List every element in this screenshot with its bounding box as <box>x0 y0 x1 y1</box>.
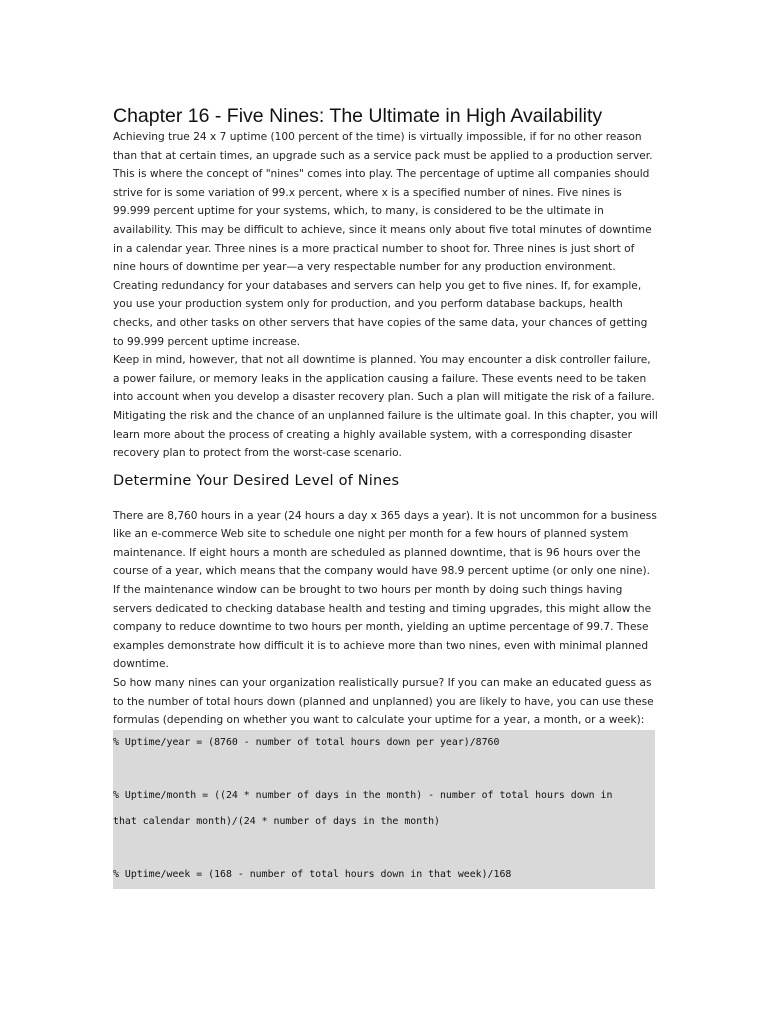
section-paragraph-2: So how many nines can your organization realistically pursue? If you can make an educated guess as to the number of total hours down (planned and unplanned) you are likely to have, you can use these formulas (depending on whether you want to calculate your uptime for a year, a month, or a week): <box>113 677 654 727</box>
section-paragraph-1: There are 8,760 hours in a year (24 hours a day x 365 days a year). It is not uncommon for a business like an e-commerce Web site to schedule one night per month for a few hours of planned system maintenance. If eight hours a month are scheduled as planned downtime, that is 96 hours over the course of a year, which means that the company would have 98.9 percent uptime (or only one nine). If the maintenance window can be brought to two hours per month by doing such things having servers dedicated to checking database health and testing and timing upgrades, this might allow the company to reduce downtime to two hours per month, yielding an uptime percentage of 99.7. These examples demonstrate how difficult it is to achieve more than two nines, even with minimal planned downtime. <box>113 509 657 671</box>
formula-year: % Uptime/year = (8760 - number of total hours down per year)/8760 <box>113 736 500 748</box>
section-heading: Determine Your Desired Level of Nines <box>113 472 400 489</box>
intro-paragraph-2: Creating redundancy for your databases and servers can help you get to five nines. If, for example, you use your production system only for production, and you perform database backups, health checks, and other tasks on other servers that have copies of the same data, your chances of getting to 99.999 percent uptime increase. <box>113 279 648 348</box>
formula-month-line-1: % Uptime/month = ((24 * number of days in the month) - number of total hours down in <box>113 789 613 801</box>
intro-paragraph-3: Keep in mind, however, that not all downtime is planned. You may encounter a disk controller failure, a power failure, or memory leaks in the application causing a failure. These events need to be taken into account when you develop a disaster recovery plan. Such a plan will mitigate the risk of a failure. <box>113 354 655 404</box>
formula-code-block <box>113 730 655 889</box>
document-content <box>113 104 658 889</box>
formula-month-line-2: that calendar month)/(24 * number of days in the month) <box>113 816 440 828</box>
code-blank-line <box>113 836 655 863</box>
code-blank-line <box>113 756 655 783</box>
formula-week: % Uptime/week = (168 - number of total hours down in that week)/168 <box>113 869 512 881</box>
intro-paragraph-1: Achieving true 24 x 7 uptime (100 percent of the time) is virtually impossible, if for no other reason than that at certain times, an upgrade such as a service pack must be applied to a production server. This is where the concept of "nines" comes into play. The percentage of uptime all companies should strive for is some variation of 99.x percent, where x is a specified number of nines. Five nines is 99.999 percent uptime for your systems, which, to many, is considered to be the ultimate in availability. This may be difficult to achieve, since it means only about five total minutes of downtime in a calendar year. Three nines is a more practical number to shoot for. Three nines is just short of nine hours of downtime per year—a very respectable number for any production environment. <box>113 131 653 274</box>
chapter-title: Chapter 16 - Five Nines: The Ultimate in High Availability <box>113 105 603 127</box>
section-gap <box>113 491 658 507</box>
intro-paragraph-4: Mitigating the risk and the chance of an unplanned failure is the ultimate goal. In this chapter, you will learn more about the process of creating a highly available system, with a corresponding disaster recovery plan to protect from the worst-case scenario. <box>113 409 658 460</box>
